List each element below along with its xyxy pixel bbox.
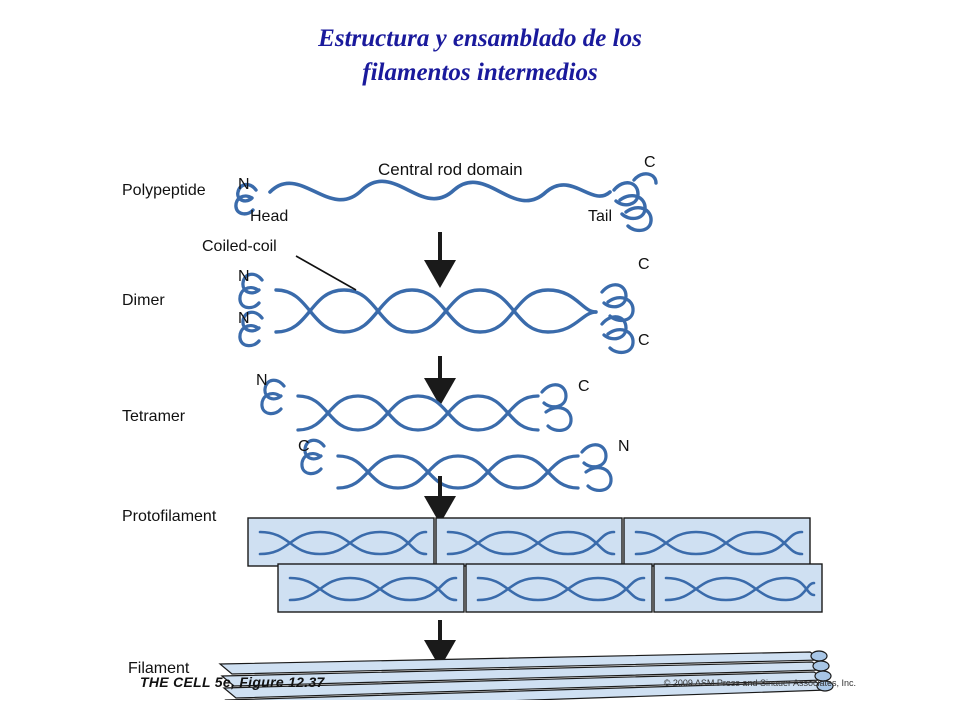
label-polypeptide: Polypeptide — [122, 182, 206, 199]
terminus-polypeptide-c: C — [644, 154, 656, 171]
terminus-tetramer-c1: C — [578, 378, 590, 395]
figure-credit-left: THE CELL 5e, Figure 12.37 — [140, 674, 325, 690]
label-filament: Filament — [128, 660, 190, 677]
terminus-tetramer-c2: C — [298, 438, 310, 455]
terminus-polypeptide-n: N — [238, 176, 250, 193]
annotation-head: Head — [250, 208, 289, 225]
page-title-line-1: Estructura y ensamblado de los — [318, 25, 642, 52]
label-dimer: Dimer — [122, 292, 165, 309]
dimer-structure — [240, 256, 633, 352]
terminus-tetramer-n1: N — [256, 372, 268, 389]
terminus-dimer-c2: C — [638, 332, 650, 349]
figure-credit-right: © 2009 ASM Press and Sinauer Associates, Inc. — [663, 678, 856, 688]
label-tetramer: Tetramer — [122, 408, 186, 425]
annotation-tail: Tail — [588, 208, 613, 225]
tetramer-structure — [262, 380, 611, 490]
label-protofilament: Protofilament — [122, 508, 217, 525]
page-title-line-2: filamentos intermedios — [362, 59, 598, 86]
figure-diagram-svg — [110, 140, 870, 700]
page-title — [120, 22, 840, 90]
figure-intermediate-filament-assembly — [110, 140, 870, 700]
terminus-dimer-n2: N — [238, 310, 250, 327]
annotation-coiled-coil: Coiled-coil — [202, 238, 277, 255]
protofilament-structure — [248, 518, 822, 612]
annotation-central-rod-domain: Central rod domain — [378, 160, 523, 179]
terminus-dimer-c1: C — [638, 256, 650, 273]
terminus-tetramer-n2: N — [618, 438, 630, 455]
terminus-dimer-n1: N — [238, 268, 250, 285]
